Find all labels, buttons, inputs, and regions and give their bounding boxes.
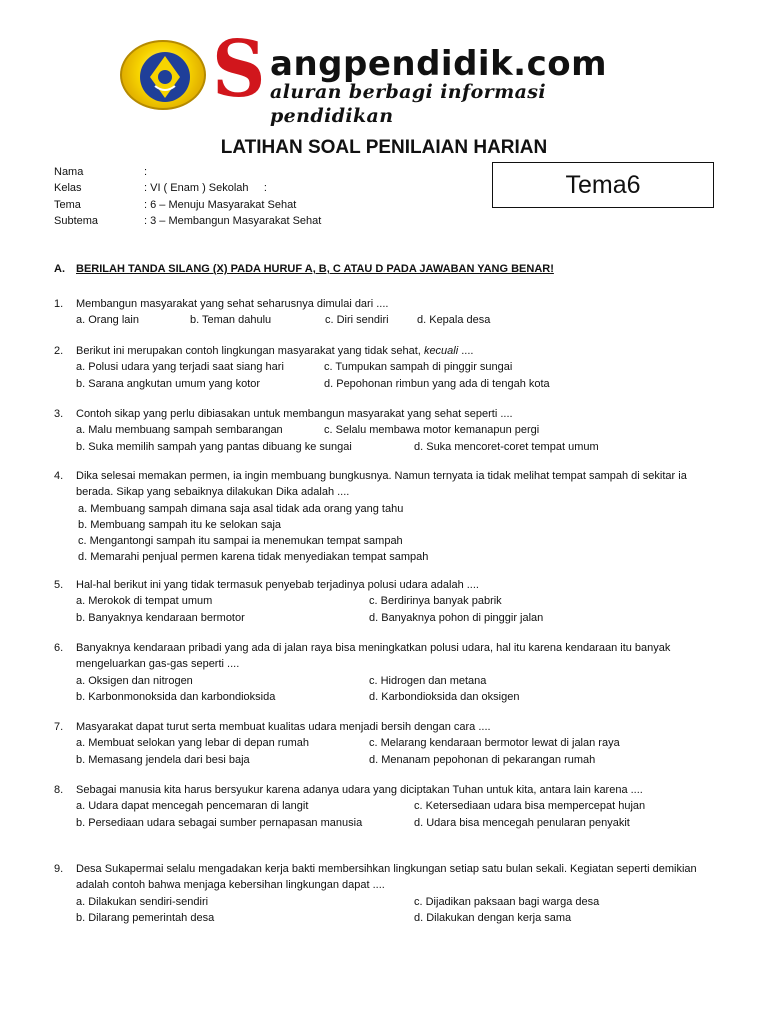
option-c[interactable]: c. Ketersediaan udara bisa mempercepat hujan (414, 800, 646, 813)
option-b[interactable]: b. Banyaknya kendaraan bermotor (76, 611, 245, 624)
question-stem: Dika selesai memakan permen, ia ingin membuang bungkusnya. Namun ternyata ia tidak melihat tempat sampah di sekitar ia berada. Sikap yang sebaiknya dilakukan Dika adalah .... (76, 470, 687, 499)
student-identity (54, 164, 321, 229)
question-number: 4. (54, 470, 64, 482)
option-a[interactable]: a. Malu membuang sampah sembarangan (76, 424, 283, 437)
question-2 (54, 343, 714, 392)
section-instruction-text: BERILAH TANDA SILANG (X) PADA HURUF A, B, C ATAU D PADA JAWABAN YANG BENAR! (76, 263, 554, 275)
option-d[interactable]: d. Pepohonan rimbun yang ada di tengah kota (324, 377, 550, 390)
question-stem: Berikut ini merupakan contoh lingkungan masyarakat yang tidak sehat, (76, 345, 421, 357)
question-5 (54, 577, 714, 626)
identity-value: : 3 – Membangun Masyarakat Sehat (144, 214, 322, 227)
option-d[interactable]: d. Udara bisa mencegah penularan penyakit (414, 816, 630, 829)
identity-value: : (144, 166, 148, 178)
site-logo (120, 24, 660, 127)
question-1 (54, 296, 714, 329)
question-number: 3. (54, 408, 64, 420)
option-d[interactable]: d. Banyaknya pohon di pinggir jalan (369, 611, 544, 624)
question-number: 9. (54, 863, 64, 875)
option-c[interactable]: c. Tumpukan sampah di pinggir sungai (324, 361, 513, 374)
option-d[interactable]: d. Dilakukan dengan kerja sama (414, 911, 572, 924)
option-b[interactable]: b. Dilarang pemerintah desa (76, 911, 215, 924)
option-d[interactable]: d. Menanam pepohonan di pekarangan rumah (369, 753, 596, 766)
question-number: 1. (54, 298, 64, 310)
option-c[interactable]: c. Mengantongi sampah itu sampai ia menemukan tempat sampah (78, 535, 403, 548)
identity-value: : 6 – Menuju Masyarakat Sehat (144, 198, 297, 211)
option-d[interactable]: d. Memarahi penjual permen karena tidak menyediakan tempat sampah (78, 551, 429, 564)
question-3 (54, 406, 714, 455)
identity-row-kelas (54, 180, 321, 196)
option-a[interactable]: a. Oksigen dan nitrogen (76, 674, 193, 687)
identity-value: : VI ( Enam ) Sekolah : (144, 182, 267, 195)
option-b[interactable]: b. Karbonmonoksida dan karbondioksida (76, 690, 276, 703)
question-4 (54, 468, 714, 566)
question-6 (54, 640, 714, 705)
option-c[interactable]: c. Diri sendiri (325, 314, 389, 327)
option-a[interactable]: a. Udara dapat mencegah pencemaran di langit (76, 800, 309, 813)
option-b[interactable]: b. Suka memilih sampah yang pantas dibuang ke sungai (76, 440, 352, 453)
option-b[interactable]: b. Membuang sampah itu ke selokan saja (78, 518, 282, 531)
option-d[interactable]: d. Kepala desa (417, 314, 491, 327)
option-b[interactable]: b. Teman dahulu (190, 314, 272, 327)
option-d[interactable]: d. Karbondioksida dan oksigen (369, 690, 520, 703)
option-b[interactable]: b. Memasang jendela dari besi baja (76, 753, 250, 766)
option-b[interactable]: b. Persediaan udara sebagai sumber pernapasan manusia (76, 816, 363, 829)
identity-label: Kelas (54, 182, 82, 195)
question-number: 8. (54, 784, 64, 796)
question-stem: Hal-hal berikut ini yang tidak termasuk penyebab terjadinya polusi udara adalah .... (76, 579, 479, 591)
identity-label: Subtema (54, 214, 99, 227)
brand-name: angpendidik.com (270, 44, 608, 84)
option-a[interactable]: a. Membuat selokan yang lebar di depan rumah (76, 737, 309, 750)
option-a[interactable]: a. Dilakukan sendiri-sendiri (76, 895, 209, 908)
question-8 (54, 782, 714, 831)
option-a[interactable]: a. Polusi udara yang terjadi saat siang hari (76, 361, 284, 374)
option-b[interactable]: b. Sarana angkutan umum yang kotor (76, 377, 261, 390)
question-stem-end: .... (461, 345, 474, 357)
question-stem: Banyaknya kendaraan pribadi yang ada di jalan raya bisa meningkatkan polusi udara, hal itu karena kendaraan itu banyak mengeluarkan gas-gas seperti .... (76, 642, 671, 671)
question-stem: Masyarakat dapat turut serta membuat kualitas udara menjadi bersih dengan cara .... (76, 721, 491, 733)
section-instruction (54, 263, 554, 275)
question-number: 2. (54, 345, 64, 357)
question-number: 6. (54, 642, 64, 654)
brand-initial: S (212, 24, 266, 115)
identity-label: Nama (54, 166, 84, 178)
identity-row-subtema (54, 213, 321, 229)
tema-box: Tema6 (492, 162, 714, 208)
question-number: 5. (54, 579, 64, 591)
identity-row-nama (54, 164, 321, 180)
option-d[interactable]: d. Suka mencoret-coret tempat umum (414, 440, 599, 453)
question-stem: Contoh sikap yang perlu dibiasakan untuk membangun masyarakat yang sehat seperti .... (76, 408, 513, 420)
question-stem: Sebagai manusia kita harus bersyukur karena adanya udara yang diciptakan Tuhan untuk kita, antara lain karena .... (76, 784, 643, 796)
option-c[interactable]: c. Melarang kendaraan bermotor lewat di jalan raya (369, 737, 620, 750)
question-stem-emphasis: kecuali (423, 345, 459, 357)
brand-tagline: aluran berbagi informasi pendidikan (270, 81, 547, 127)
section-letter: A. (54, 263, 65, 275)
question-7 (54, 719, 714, 768)
identity-label: Tema (54, 198, 81, 211)
document-title: LATIHAN SOAL PENILAIAN HARIAN (220, 137, 548, 158)
question-number: 7. (54, 721, 64, 733)
option-a[interactable]: a. Orang lain (76, 314, 139, 327)
question-stem: Desa Sukapermai selalu mengadakan kerja bakti membersihkan lingkungan setiap satu bulan sekali. Kegiatan seperti demikian adalah contoh bahwa menjaga kebersihan lingkungan dapat .... (76, 863, 697, 892)
question-stem: Membangun masyarakat yang sehat seharusnya dimulai dari .... (76, 298, 389, 310)
question-9 (54, 861, 714, 926)
option-c[interactable]: c. Hidrogen dan metana (369, 674, 487, 687)
option-c[interactable]: c. Dijadikan paksaan bagi warga desa (414, 895, 600, 908)
option-c[interactable]: c. Berdirinya banyak pabrik (369, 595, 502, 608)
option-a[interactable]: a. Merokok di tempat umum (76, 595, 213, 608)
tut-wuri-handayani-emblem-icon (120, 40, 206, 110)
identity-row-tema (54, 197, 321, 213)
option-c[interactable]: c. Selalu membawa motor kemanapun pergi (324, 424, 540, 437)
option-a[interactable]: a. Membuang sampah dimana saja asal tidak ada orang yang tahu (78, 502, 404, 515)
